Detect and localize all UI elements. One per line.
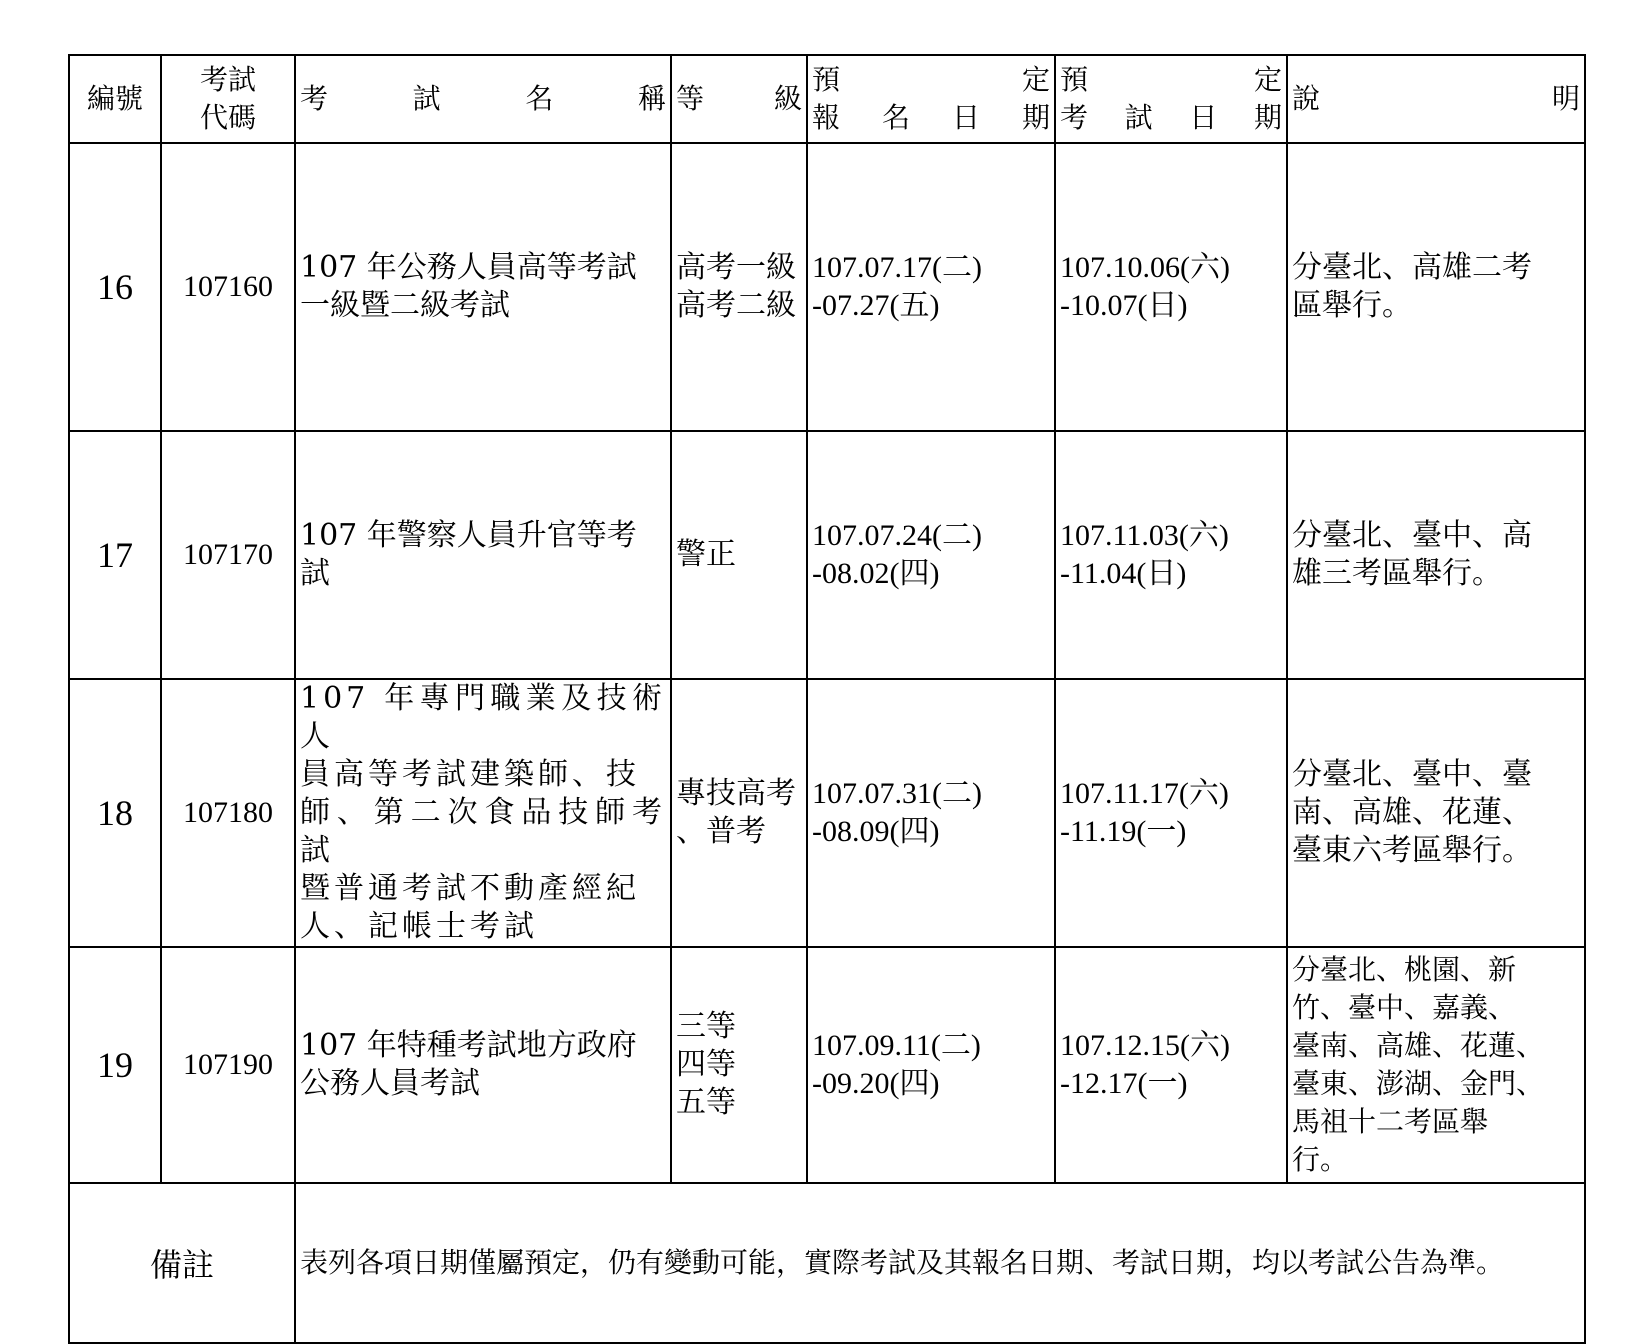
exam-code: 107160 — [161, 143, 295, 431]
exam-name: 107 年警察人員升官等考 試 — [295, 431, 671, 679]
table-row — [69, 947, 1585, 1183]
table-row — [69, 431, 1585, 679]
exam-note: 分臺北、桃園、新 竹、臺中、嘉義、 臺南、高雄、花蓮、 臺東、澎湖、金門、 馬祖十二考區舉 行。 — [1287, 947, 1585, 1183]
row-number: 19 — [69, 947, 161, 1183]
exam-grade: 三等 四等 五等 — [671, 947, 807, 1183]
exam-name: 107 年特種考試地方政府 公務人員考試 — [295, 947, 671, 1183]
remark-text: 表列各項日期僅屬預定，仍有變動可能，實際考試及其報名日期、考試日期，均以考試公告為準。 — [295, 1183, 1585, 1343]
row-number: 18 — [69, 679, 161, 947]
exam-schedule-table — [68, 54, 1586, 1344]
exam-name: 107 年公務人員高等考試 一級暨二級考試 — [295, 143, 671, 431]
row-number: 17 — [69, 431, 161, 679]
exam-date: 107.11.03(六) -11.04(日) — [1055, 431, 1287, 679]
exam-code: 107170 — [161, 431, 295, 679]
exam-code: 107190 — [161, 947, 295, 1183]
header-note: 說 明 — [1287, 55, 1585, 143]
exam-note: 分臺北、臺中、高 雄三考區舉行。 — [1287, 431, 1585, 679]
table-row — [69, 143, 1585, 431]
exam-grade: 專技高考 、普考 — [671, 679, 807, 947]
row-number: 16 — [69, 143, 161, 431]
exam-grade: 高考一級 高考二級 — [671, 143, 807, 431]
exam-date: 107.12.15(六) -12.17(一) — [1055, 947, 1287, 1183]
registration-date: 107.07.24(二) -08.02(四) — [807, 431, 1055, 679]
header-no: 編號 — [69, 55, 161, 143]
exam-date: 107.11.17(六) -11.19(一) — [1055, 679, 1287, 947]
remark-row — [69, 1183, 1585, 1343]
header-grade: 等 級 — [671, 55, 807, 143]
registration-date: 107.09.11(二) -09.20(四) — [807, 947, 1055, 1183]
exam-grade: 警正 — [671, 431, 807, 679]
header-code: 考試 代碼 — [161, 55, 295, 143]
header-reg-date: 預 定 報 名 日 期 — [807, 55, 1055, 143]
table-row — [69, 679, 1585, 947]
registration-date: 107.07.31(二) -08.09(四) — [807, 679, 1055, 947]
exam-code: 107180 — [161, 679, 295, 947]
exam-note: 分臺北、臺中、臺 南、高雄、花蓮、 臺東六考區舉行。 — [1287, 679, 1585, 947]
exam-date: 107.10.06(六) -10.07(日) — [1055, 143, 1287, 431]
exam-note: 分臺北、高雄二考 區舉行。 — [1287, 143, 1585, 431]
header-name: 考 試 名 稱 — [295, 55, 671, 143]
exam-name: 107 年專門職業及技術人 員高等考試建築師、技 師、第二次食品技師考試 暨普通考試不動產經紀 人、記帳士考試 — [295, 679, 671, 947]
remark-label: 備註 — [69, 1183, 295, 1343]
header-exam-date: 預 定 考 試 日 期 — [1055, 55, 1287, 143]
registration-date: 107.07.17(二) -07.27(五) — [807, 143, 1055, 431]
header-row — [69, 55, 1585, 143]
